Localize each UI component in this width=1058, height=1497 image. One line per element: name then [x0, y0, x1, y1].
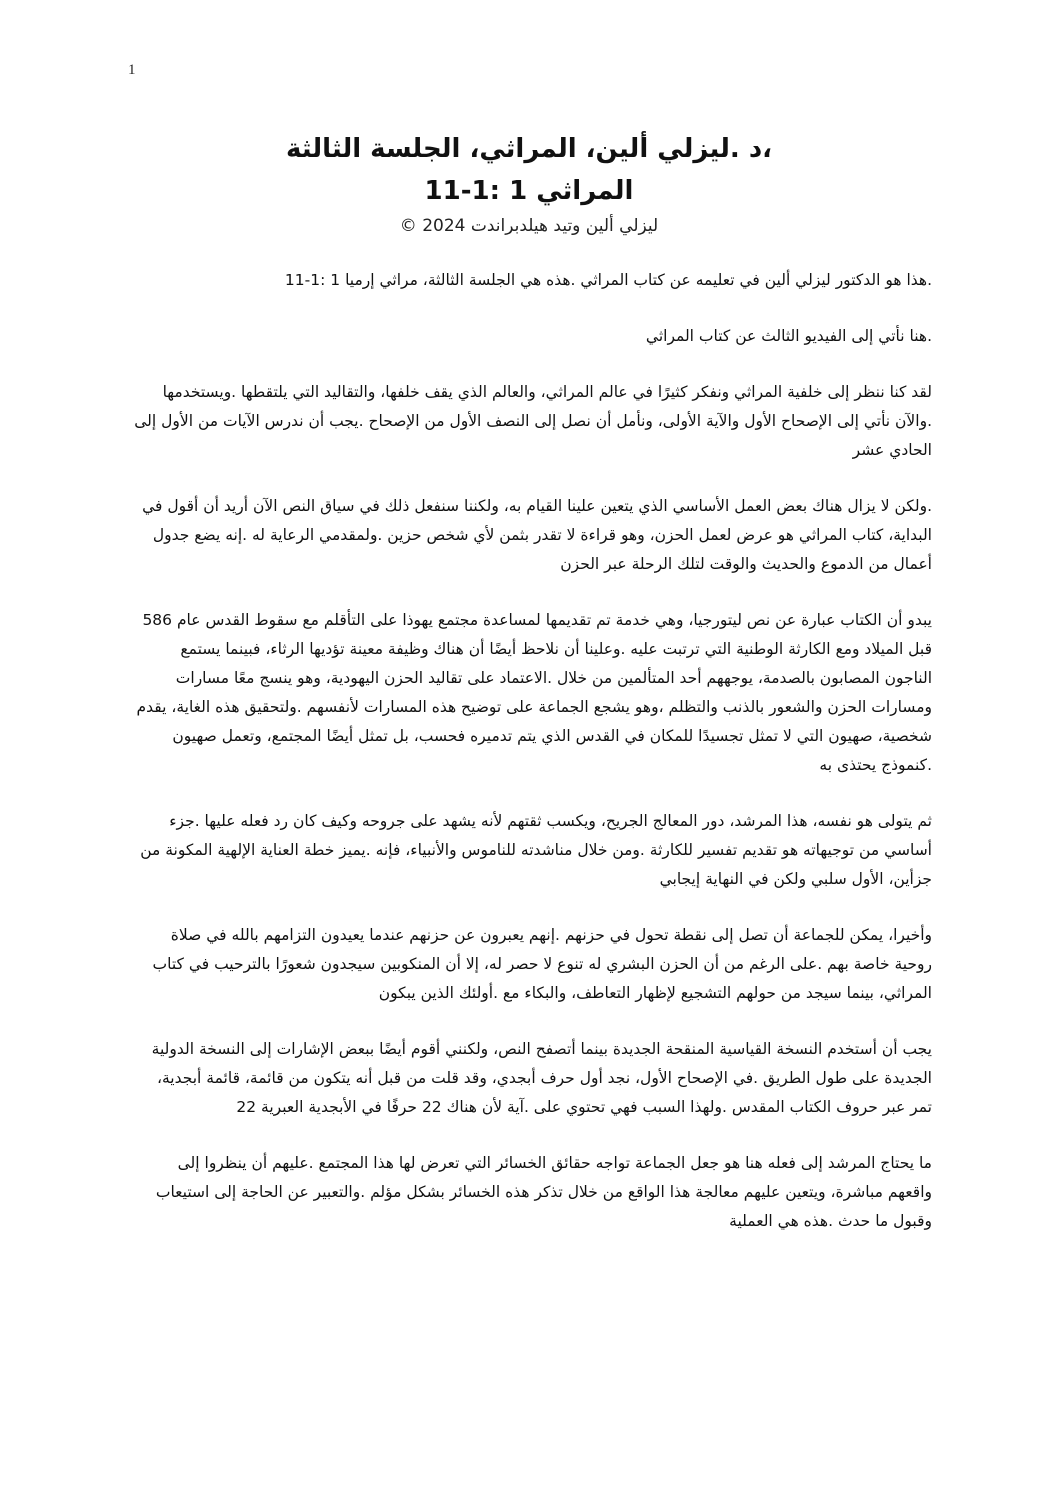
paragraph: .هنا نأتي إلى الفيديو الثالث عن كتاب المراثي	[645, 327, 932, 345]
paragraph: لقد كنا ننظر إلى خلفية المراثي ونفكر كثيرًا في عالم المراثي، والعالم الذي يقف خلفها، والتقاليد التي يلتقطها .ويستخدمها .والآن نأتي إلى الإصحاح الأول والآية الأولى، ونأمل أن نصل إلى النصف الأول من الإصحاح .يجب أن ندرس الآيات من الأول إلى الحادي عشر	[134, 383, 932, 459]
copyright-notice: ليزلي ألين وتيد هيلدبراندت 2024 ©	[399, 216, 659, 236]
document-title: ،د .ليزلي ألين، المراثي، الجلسة الثالثة	[285, 134, 773, 164]
paragraph: يجب أن أستخدم النسخة القياسية المنقحة الجديدة بينما أتصفح النص، ولكنني أقوم أيضًا ببعض الإشارات إلى النسخة الدولية الجديدة على طول الطريق .في الإصحاح الأول، نجد أول حرف أبجدي، وقد قلت من قبل أنه يتكون من قائمة، قائمة أبجدية، تمر عبر حروف الكتاب المقدس .ولهذا السبب فهي تحتوي على .آية لأن هناك 22 حرفًا في الأبجدية العبرية 22	[151, 1040, 932, 1116]
paragraph: وأخيرا، يمكن للجماعة أن تصل إلى نقطة تحول في حزنهم .إنهم يعبرون عن حزنهم عندما يعيدون التزامهم بالله في صلاة روحية خاصة بهم .على الرغم من أن الحزن البشري له تنوع لا حصر له، إلا أن المنكوبين سيجدون شعورًا بالترحيب في كتاب المراثي، بينما سيجد من حولهم التشجيع لإظهار التعاطف، والبكاء مع .أولئك الذين يبكون	[152, 926, 932, 1002]
paragraph: ما يحتاج المرشد إلى فعله هنا هو جعل الجماعة تواجه حقائق الخسائر التي تعرض لها هذا المجتمع .عليهم أن ينظروا إلى واقعهم مباشرة، ويتعين عليهم معالجة هذا الواقع من خلال تذكر هذه الخسائر بشكل مؤلم .والتعبير عن الحاجة إلى استيعاب وقبول ما حدث .هذه هي العملية	[155, 1154, 932, 1230]
document-subtitle: المراثي 1 :1-11	[424, 176, 634, 206]
document-header	[130, 128, 928, 240]
paragraph-intro: .هذا هو الدكتور ليزلي ألين في تعليمه عن كتاب المراثي .هذه هي الجلسة الثالثة، مراثي إرميا 1 :1-11	[284, 271, 932, 289]
paragraph: .ولكن لا يزال هناك بعض العمل الأساسي الذي يتعين علينا القيام به، ولكننا سنفعل ذلك في سياق النص الآن أريد أن أقول في البداية، كتاب المراثي هو عرض لعمل الحزن، وهو قراءة لا تقدر بثمن لأي شخص حزين .ولمقدمي الرعاية له .إنه يضع جدول أعمال من الدموع والحديث والوقت لتلك الرحلة عبر الحزن	[142, 497, 932, 573]
page-number: 1	[128, 62, 136, 78]
paragraph: يبدو أن الكتاب عبارة عن نص ليتورجيا، وهي خدمة تم تقديمها لمساعدة مجتمع يهوذا على التأقلم مع سقوط القدس عام 586 قبل الميلاد ومع الكارثة الوطنية التي ترتبت عليه .وعلينا أن نلاحظ أيضًا أن هناك وظيفة معينة تؤديها الرثاء، فبينما يستمع الناجون المصابون بالصدمة، يوجههم أحد المتألمين من خلال .الاعتماد على تقاليد الحزن اليهودية، وهو ينسج معًا مسارات ومسارات الحزن والشعور بالذنب والتظلم ،وهو يشجع الجماعة على توضيح هذه المسارات لأنفسهم .ولتحقيق هذه الغاية، يقدم شخصية، صهيون التي لا تمثل تجسيدًا للمكان في القدس الذي يتم تدميره فحسب، بل تمثل أيضًا المجتمع، وتعمل صهيون .كنموذج يحتذى به	[136, 611, 932, 774]
paragraph: ثم يتولى هو نفسه، هذا المرشد، دور المعالج الجريح، ويكسب ثقتهم لأنه يشهد على جروحه وكيف كان رد فعله عليها .جزء أساسي من توجيهاته هو تقديم تفسير للكارثة .ومن خلال مناشدته للناموس والأنبياء، فإنه .يميز خطة العناية الإلهية المكونة من جزأين، الأول سلبي ولكن في النهاية إيجابي	[140, 812, 932, 888]
document-body	[132, 266, 932, 1263]
